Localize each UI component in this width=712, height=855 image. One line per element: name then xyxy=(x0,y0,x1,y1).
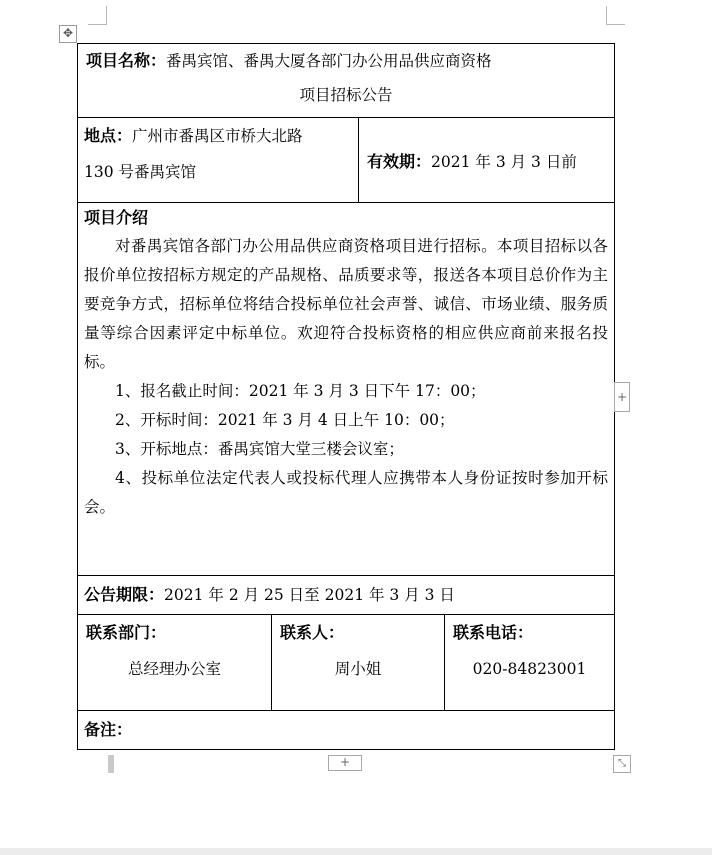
location-text-line1: 广州市番禺区市桥大北路 xyxy=(132,127,303,145)
horizontal-scrollbar[interactable] xyxy=(0,848,712,855)
location-text-line2: 130 号番禺宾馆 xyxy=(84,163,197,181)
contact-phone-cell[interactable] xyxy=(445,615,615,711)
intro-item-1: 1、报名截止时间：2021 年 3 月 3 日下午 17：00； xyxy=(115,382,486,400)
contact-person-cell[interactable] xyxy=(272,615,445,711)
location-cell[interactable] xyxy=(78,118,359,203)
intro-paragraph: 对番禺宾馆各部门办公用品供应商资格项目进行招标。本项目招标以各报价单位按招标方规定的产品规格、品质要求等，报送各本项目总价作为主要竞争方式，招标单位将结合投标单位社会声誉、诚信、市场业绩、服务质量等综合因素评定中标单位。欢迎符合投标资格的相应供应商前来报名投标。 xyxy=(84,237,609,371)
intro-item-3: 3、开标地点：番禺宾馆大堂三楼会议室； xyxy=(115,440,404,458)
intro-item-2: 2、开标时间：2021 年 3 月 4 日上午 10：00； xyxy=(115,411,455,429)
title-text-line1: 番禺宾馆、番禺大厦各部门办公用品供应商资格 xyxy=(166,52,492,70)
contact-dept-value: 总经理办公室 xyxy=(127,660,221,678)
notice-period-label: 公告期限： xyxy=(84,585,165,604)
add-row-plus-icon[interactable]: + xyxy=(328,755,362,771)
page-margin-corner-top-left xyxy=(88,6,107,25)
intro-heading: 项目介绍 xyxy=(84,208,149,227)
intro-item-4: 4、投标单位法定代表人或投标代理人应携带本人身份证按时参加开标会。 xyxy=(84,469,609,516)
notice-period-cell[interactable] xyxy=(78,576,615,615)
title-text-line2: 项目招标公告 xyxy=(299,86,393,104)
validity-cell[interactable] xyxy=(359,118,615,203)
notice-period-value: 2021 年 2 月 25 日至 2021 年 3 月 3 日 xyxy=(164,586,455,604)
validity-label: 有效期： xyxy=(367,151,432,171)
title-cell[interactable] xyxy=(78,44,615,118)
table-move-handle-icon[interactable]: ✥ xyxy=(59,25,77,43)
title-label: 项目名称： xyxy=(86,51,167,70)
row-marker xyxy=(108,755,114,773)
location-label: 地点： xyxy=(84,126,133,145)
add-column-plus-icon[interactable]: + xyxy=(614,382,630,412)
contact-person-label: 联系人： xyxy=(280,623,345,642)
table-resize-icon[interactable]: ⤡ xyxy=(613,755,631,773)
remarks-label: 备注： xyxy=(84,720,133,739)
contact-dept-cell[interactable] xyxy=(78,615,272,711)
remarks-cell[interactable] xyxy=(78,711,615,750)
announcement-table xyxy=(77,43,615,750)
contact-phone-value: 020-84823001 xyxy=(472,660,587,678)
validity-value: 2021 年 3 月 3 日前 xyxy=(431,152,577,171)
contact-phone-label: 联系电话： xyxy=(453,623,534,642)
page-margin-corner-top-right xyxy=(606,6,625,25)
intro-cell[interactable] xyxy=(78,203,615,576)
contact-dept-label: 联系部门： xyxy=(86,623,167,642)
contact-person-value: 周小姐 xyxy=(334,660,382,678)
